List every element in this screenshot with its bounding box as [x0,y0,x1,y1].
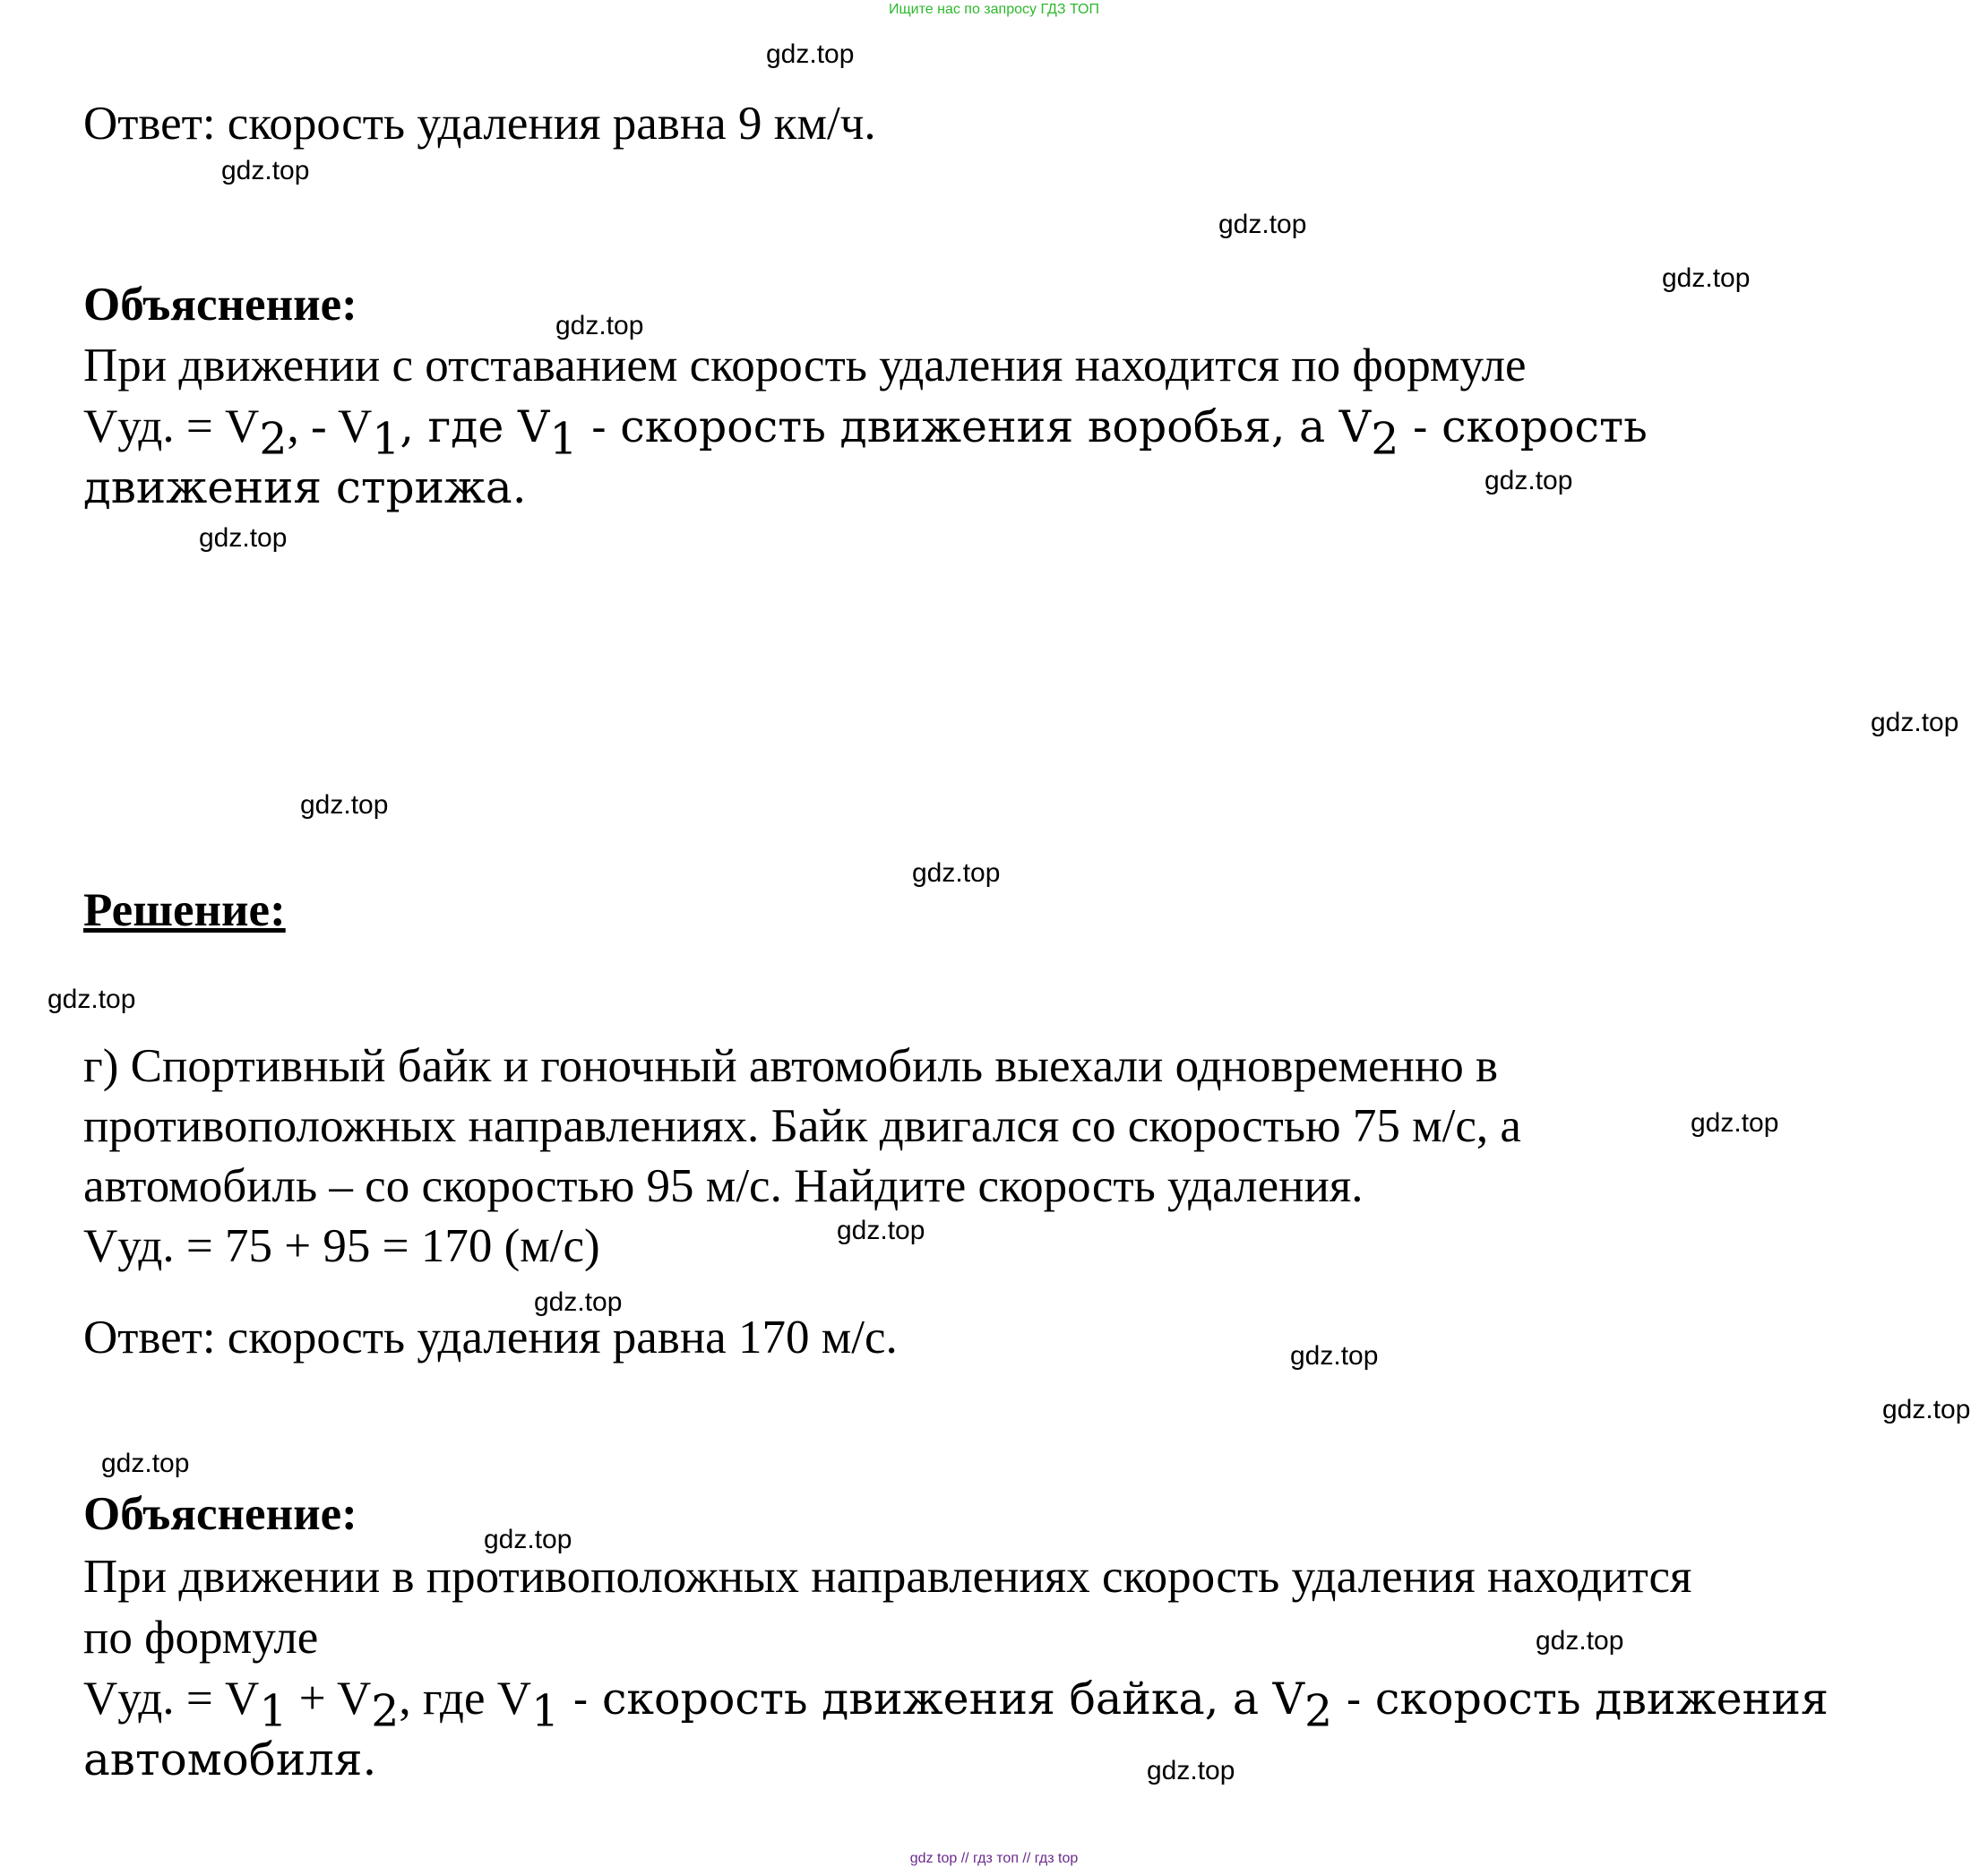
watermark: gdz.top [766,39,855,69]
watermark: gdz.top [199,523,288,553]
watermark: gdz.top [1871,708,1959,737]
explanation-2-line-1: При движении в противоположных направлениях скорость удаления находится [83,1551,1692,1603]
explanation-2-line-2: по формуле [83,1612,319,1664]
explanation-1-formula [83,396,1648,465]
watermark: gdz.top [534,1287,623,1317]
explanation-heading-1: Объяснение: [83,279,357,331]
calculation: Vуд. = 75 + 95 = 170 (м/с) [83,1220,600,1272]
formula-subscript: 1 [549,413,578,465]
formula-where: , где V [400,401,550,452]
watermark: gdz.top [1290,1341,1379,1371]
watermark: gdz.top [1218,210,1307,239]
watermark: gdz.top [1485,466,1573,495]
watermark: gdz.top [1691,1108,1779,1138]
explanation-1-line-1: При движении с отставанием скорость удаления находится по формуле [83,340,1527,391]
answer-line-1: Ответ: скорость удаления равна 9 км/ч. [83,98,876,150]
explanation-heading-2: Объяснение: [83,1488,357,1540]
watermark: gdz.top [1147,1756,1235,1785]
watermark: gdz.top [101,1449,190,1478]
watermark: gdz.top [1882,1395,1971,1424]
watermark: gdz.top [1536,1626,1624,1656]
task-line-3: автомобиль – со скоростью 95 м/с. Найдите скорость удаления. [83,1160,1364,1212]
formula-subscript: 2 [1371,413,1399,465]
formula-description: - скорость движения байка, а V [559,1673,1305,1725]
formula-subscript: 2 [1304,1685,1333,1737]
watermark: gdz.top [484,1525,572,1554]
formula-separator: , - V [287,400,373,452]
solution-heading: Решение: [83,884,286,936]
formula-plus: + V [287,1673,372,1725]
formula-vud: Vуд. = V [83,400,260,452]
formula-description: - скорость [1398,401,1648,452]
top-banner: Ищите нас по запросу ГДЗ ТОП [889,2,1099,17]
watermark: gdz.top [221,156,310,185]
formula-subscript: 1 [372,413,400,465]
watermark: gdz.top [47,985,136,1014]
task-line-2: противоположных направлениях. Байк двигался со скоростью 75 м/с, а [83,1100,1521,1152]
watermark: gdz.top [912,858,1001,888]
formula-subscript: 1 [531,1685,560,1737]
watermark: gdz.top [837,1216,925,1245]
task-line-1: г) Спортивный байк и гоночный автомобиль выехали одновременно в [83,1040,1499,1092]
footer-links: gdz top // гдз топ // гдз top [909,1851,1079,1866]
formula-subscript: 1 [259,1685,288,1737]
explanation-2-formula [83,1668,1829,1737]
formula-subscript: 2 [371,1685,400,1737]
formula-description: - скорость движения воробья, а V [577,401,1372,452]
explanation-1-line-3: движения стрижа. [83,461,527,513]
watermark: gdz.top [300,790,389,820]
formula-vud: Vуд. = V [83,1673,260,1725]
formula-where: , где V [399,1673,532,1725]
explanation-2-line-4: автомобиля. [83,1734,377,1785]
watermark: gdz.top [1662,263,1751,293]
formula-subscript: 2 [259,413,288,465]
watermark: gdz.top [555,311,644,340]
formula-description: - скорость движения [1332,1673,1829,1725]
answer-line-2: Ответ: скорость удаления равна 170 м/с. [83,1312,898,1364]
